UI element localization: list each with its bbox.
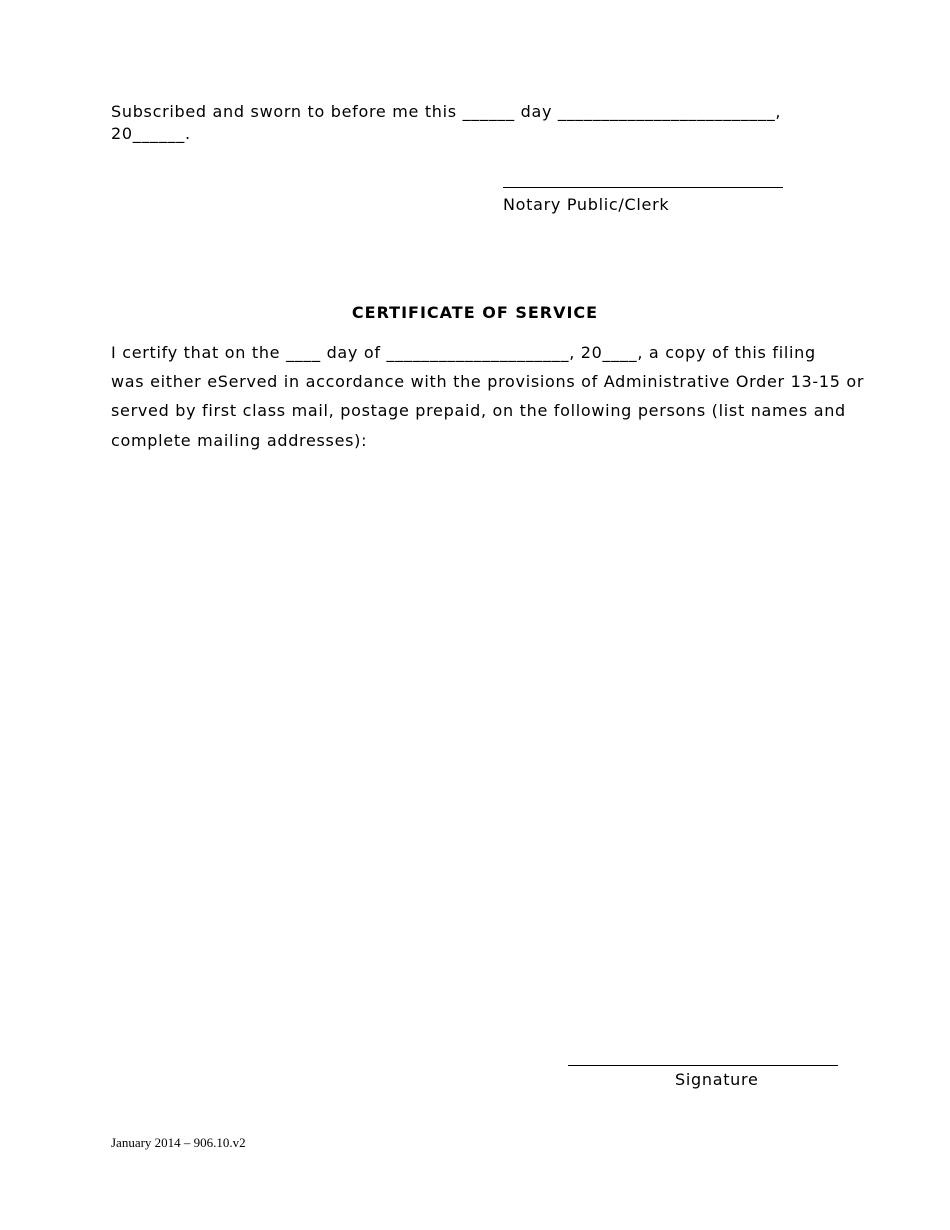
notary-signature-line	[503, 187, 783, 188]
certificate-text-line: served by first class mail, postage prepaid, on the following persons (list names and	[111, 401, 846, 420]
certificate-text-line: I certify that on the ____ day of _____________________, 20____, a copy of this filing	[111, 343, 816, 362]
oath-line-1: Subscribed and sworn to before me this ______ day _________________________,	[111, 102, 782, 121]
signature-line	[568, 1065, 838, 1066]
notary-label: Notary Public/Clerk	[503, 195, 670, 214]
certificate-text-line: was either eServed in accordance with the provisions of Administrative Order 13-15 or	[111, 372, 865, 391]
certificate-heading: CERTIFICATE OF SERVICE	[351, 303, 599, 322]
certificate-text-line: complete mailing addresses):	[111, 431, 368, 450]
form-footer: January 2014 – 906.10.v2	[111, 1135, 246, 1150]
oath-line-2: 20______.	[111, 124, 191, 143]
signature-label: Signature	[675, 1070, 759, 1089]
